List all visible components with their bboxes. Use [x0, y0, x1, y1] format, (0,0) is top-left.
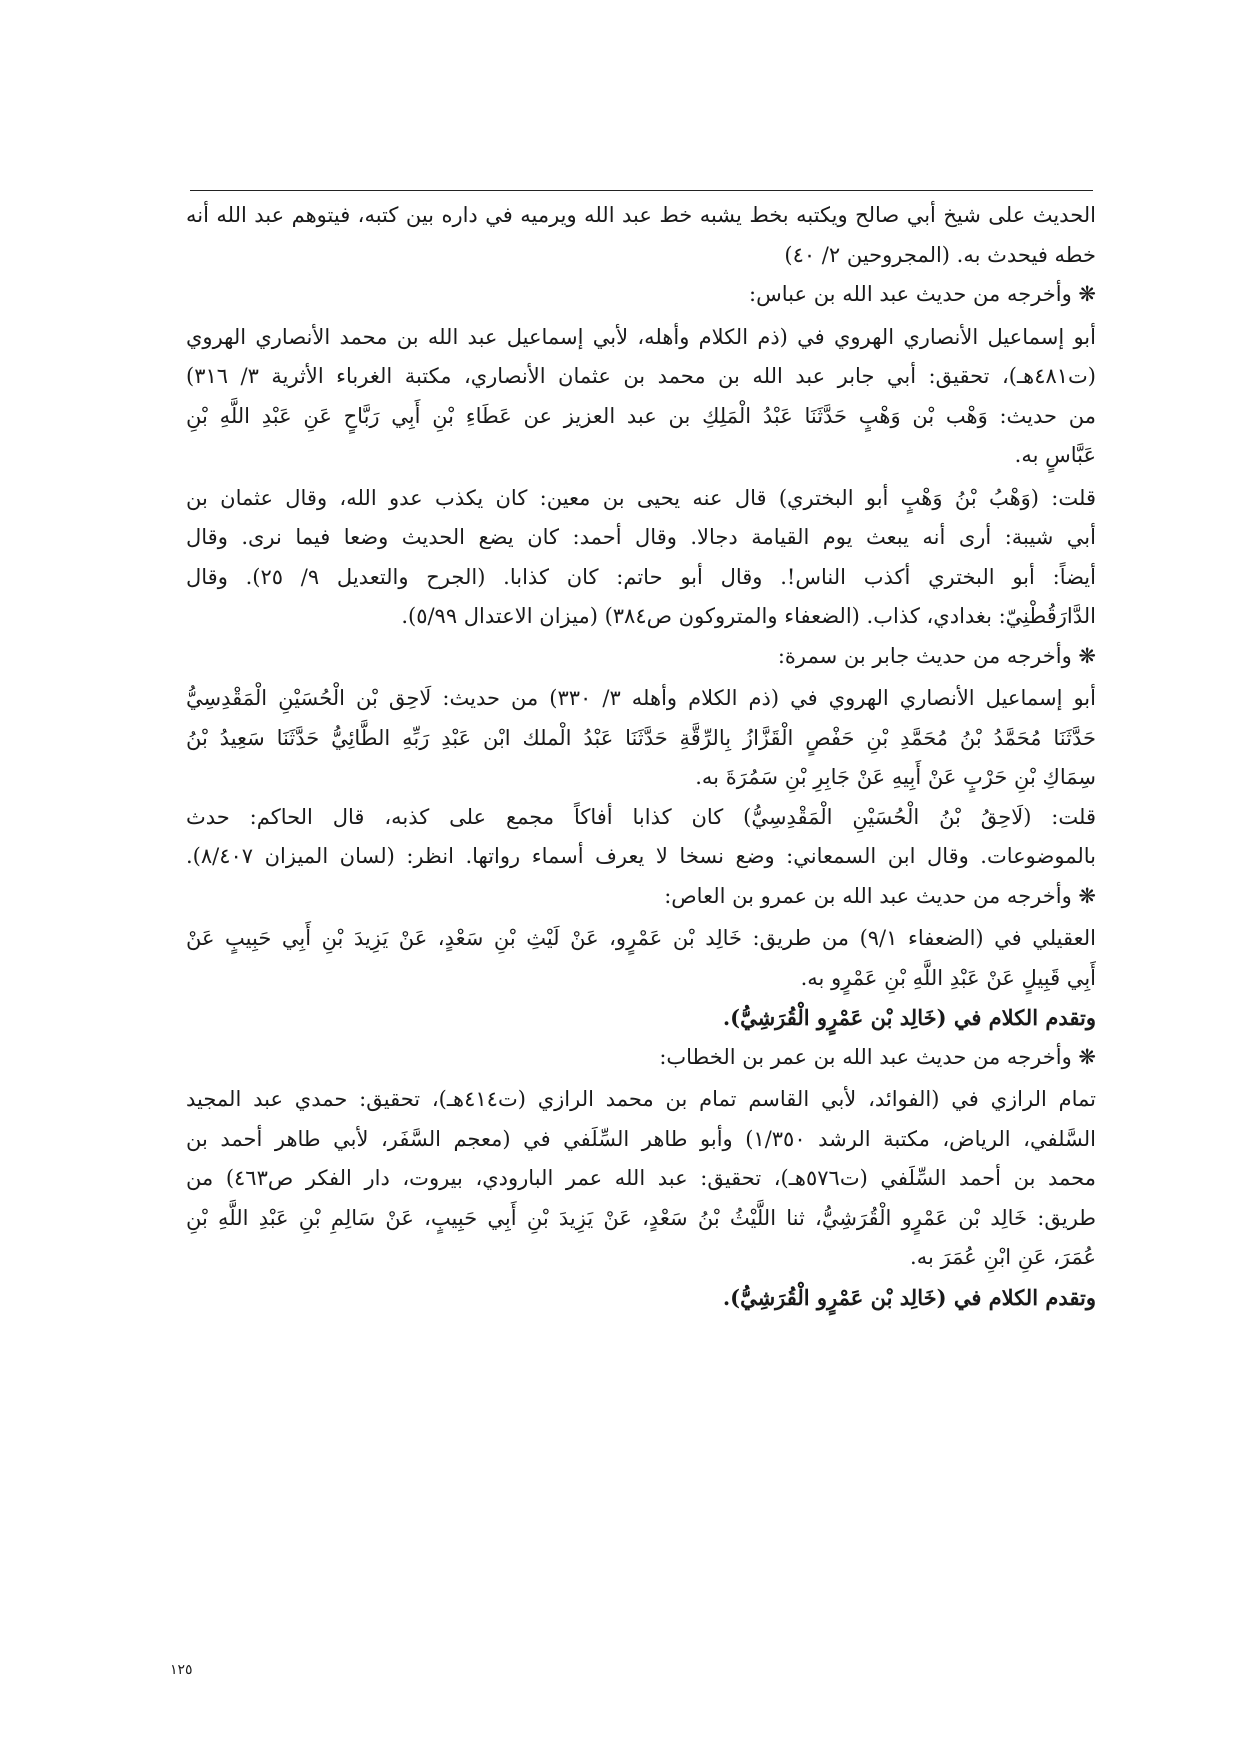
- text-line: سِمَاكِ بْنِ حَرْبٍ عَنْ أَبِيهِ عَنْ جَابِرِ بْنِ سَمُرَةَ به.: [695, 765, 1096, 789]
- text-line: من حديث: وَهْب بْن وَهْبٍ حَدَّثَنَا عَبْدُ الْمَلِكِ بن عبد العزيز عن عَطَاءِ بْنِ أَبِي رَبَّاحٍ عَنِ عَبْدِ اللَّهِ بْنِ: [186, 403, 1096, 428]
- section-heading: ❋ وأخرجه من حديث عبد الله بن عباس:: [749, 282, 1096, 306]
- text-line: قلت: (لَاحِقُ بْنُ الْحُسَيْنِ الْمَقْدِسِيُّ) كان كذابا أفاكاً مجمع على كذبه، قال الحاكم: حدث: [186, 804, 1096, 829]
- footnote-separator-rule: [190, 190, 1093, 191]
- cross-reference-line: وتقدم الكلام في (خَالِد بْن عَمْرٍو الْقُرَشِيُّ).: [722, 1284, 1096, 1310]
- cross-reference-line: وتقدم الكلام في (خَالِد بْن عَمْرٍو الْقُرَشِيُّ).: [722, 1005, 1096, 1030]
- text-line: العقيلي في (الضعفاء ٩/١) من طريق: خَالِد بْن عَمْرٍو، عَنْ لَيْثِ بْنِ سَعْدٍ، عَنْ يَزِيدَ بْنِ أَبِي حَبِيبٍ عَنْ: [186, 926, 1096, 950]
- text-line: قلت: (وَهْبُ بْنُ وَهْبٍ أبو البختري) قال عنه يحيى بن معين: كان يكذب عدو الله، وقال عثمان بن: [186, 485, 1096, 510]
- text-line: بالموضوعات. وقال ابن السمعاني: وضع نسخا لا يعرف أسماء رواتها. انظر: (لسان الميزان ٨/٤٠٧).: [186, 844, 1096, 868]
- text-line: (ت٤٨١هـ)، تحقيق: أبي جابر عبد الله بن محمد بن عثمان الأنصاري، مكتبة الغرباء الأثرية ٣/ ٣١٦): [186, 364, 1096, 388]
- text-line: طريق: خَالِد بْن عَمْرٍو الْقُرَشِيُّ، ثنا اللَّيْثُ بْنُ سَعْدٍ، عَنْ يَزِيدَ بْنِ أَبِي حَبِيبٍ، عَنْ سَالِمِ بْنِ عَبْدِ اللَّهِ بْنِ: [186, 1205, 1096, 1230]
- text-line: عُمَرَ، عَنِ ابْنِ عُمَرَ به.: [910, 1245, 1096, 1269]
- text-line: خطه فيحدث به. (المجروحين ٢/ ٤٠): [784, 242, 1096, 267]
- page-number: ١٢٥: [170, 1662, 193, 1678]
- text-line: أَبِي قَبِيلٍ عَنْ عَبْدِ اللَّهِ بْنِ عَمْرٍو به.: [800, 965, 1096, 990]
- text-line: أبي شيبة: أرى أنه يبعث يوم القيامة دجالا. وقال أحمد: كان يضع الحديث وضعا فيما نرى. وقال: [186, 525, 1096, 549]
- section-heading: ❋ وأخرجه من حديث عبد الله بن عمر بن الخطاب:: [659, 1044, 1096, 1069]
- text-line: تمام الرازي في (الفوائد، لأبي القاسم تمام بن محمد الرازي (ت٤١٤هـ)، تحقيق: حمدي عبد المجيد: [186, 1087, 1096, 1111]
- section-heading: ❋ وأخرجه من حديث عبد الله بن عمرو بن العاص:: [664, 883, 1096, 908]
- text-line: أبو إسماعيل الأنصاري الهروي في (ذم الكلام وأهله ٣/ ٣٣٠) من حديث: لَاحِق بْن الْحُسَيْنِ الْمَقْدِسِيُّ: [186, 686, 1096, 710]
- text-line: السَّلفي، الرياض، مكتبة الرشد ١/٣٥٠) وأبو طاهر السِّلَفي في (معجم السَّفَر، لأبي طاهر أحمد بن: [186, 1126, 1096, 1151]
- text-line: أيضاً: أبو البختري أكذب الناس!. وقال أبو حاتم: كان كذابا. (الجرح والتعديل ٩/ ٢٥). وقال: [186, 564, 1096, 589]
- text-line: حَدَّثَنَا مُحَمَّدُ بْنُ مُحَمَّدِ بْنِ حَفْصٍ الْقَزَّازُ بِالرِّقَّةِ حَدَّثَنَا عَبْدُ الْملك ابْن عَبْدِ رَبِّهِ الطَّائِيُّ حَدَّثَنَا سَعِيدُ بْنُ: [186, 725, 1096, 750]
- section-heading: ❋ وأخرجه من حديث جابر بن سمرة:: [777, 643, 1096, 668]
- footnote-text-block: [186, 196, 1096, 1317]
- text-line: الحديث على شيخ أبي صالح ويكتبه بخط يشبه خط عبد الله ويرميه في داره بين كتبه، فيتوهم عبد الله أنه: [186, 203, 1096, 227]
- text-line: الدَّارَقُطْنِيّ: بغدادي، كذاب. (الضعفاء والمتروكون ص٣٨٤) (ميزان الاعتدال ٥/٩٩).: [401, 604, 1096, 628]
- text-line: أبو إسماعيل الأنصاري الهروي في (ذم الكلام وأهله، لأبي إسماعيل عبد الله بن محمد الأنصاري الهروي: [186, 324, 1096, 349]
- text-line: عَبَّاسٍ به.: [1014, 443, 1096, 467]
- text-line: محمد بن أحمد السِّلَفي (ت٥٧٦هـ)، تحقيق: عبد الله عمر البارودي، بيروت، دار الفكر ص٤٦٣) من: [186, 1166, 1096, 1190]
